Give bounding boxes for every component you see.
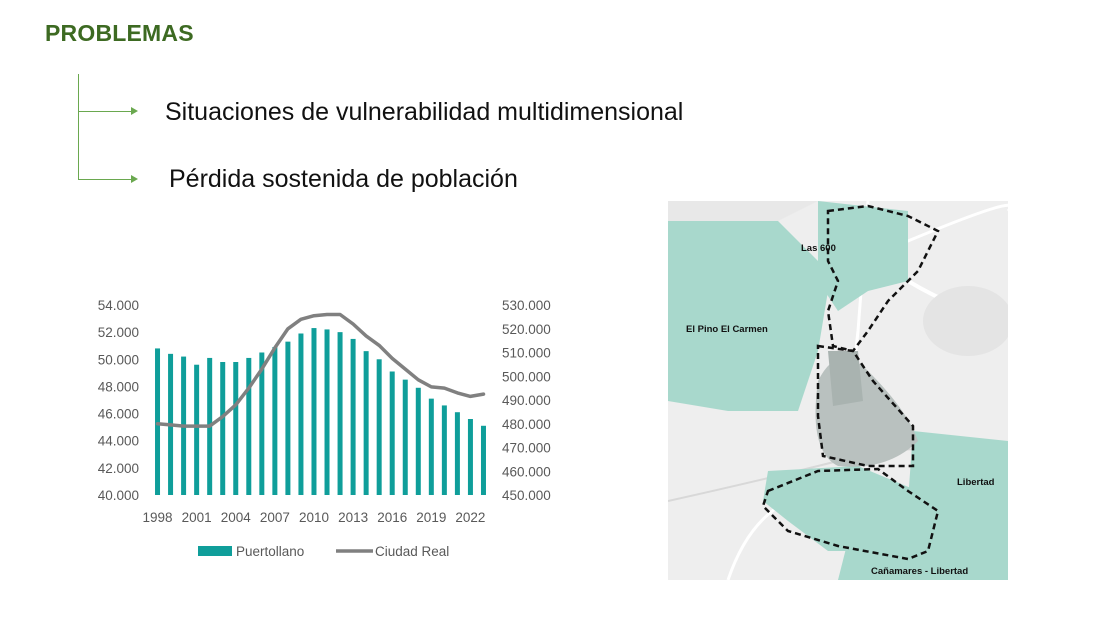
bar-puertollano [455,412,460,495]
bar-puertollano [468,419,473,495]
bar-puertollano [155,348,160,495]
y-left-tick-label: 52.000 [97,325,139,341]
x-tick-label: 2022 [455,510,486,525]
bar-puertollano [338,332,343,495]
y-right-tick-label: 510.000 [502,345,551,361]
x-tick-label: 2019 [416,510,447,525]
bar-puertollano [272,347,277,495]
y-right-tick-label: 470.000 [502,440,551,456]
x-tick-label: 2016 [377,510,408,525]
bar-puertollano [403,380,408,495]
x-tick-label: 1998 [142,510,173,525]
y-right-tick-label: 500.000 [502,369,551,385]
bar-puertollano [233,362,238,495]
bullet-population-loss: Pérdida sostenida de población [169,165,518,193]
y-right-tick-label: 530.000 [502,298,551,313]
y-left-tick-label: 40.000 [97,488,139,503]
y-left-tick-label: 42.000 [97,460,139,476]
y-left-tick-label: 50.000 [97,352,139,368]
y-left-tick-label: 44.000 [97,433,139,449]
bar-puertollano [285,342,290,495]
bar-puertollano [311,328,316,495]
x-tick-label: 2004 [220,510,251,525]
x-tick-label: 2010 [298,510,330,525]
map-label-canamares: Cañamares - Libertad [871,566,969,577]
bar-puertollano [246,358,251,495]
bar-puertollano [481,426,486,495]
legend-label-puertollano: Puertollano [236,544,305,559]
bar-puertollano [194,365,199,495]
bar-puertollano [442,405,447,495]
bar-puertollano [325,329,330,495]
x-tick-label: 2013 [338,510,369,525]
y-right-tick-label: 490.000 [502,393,551,408]
bar-puertollano [390,372,395,496]
map-label-el-pino: El Pino El Carmen [686,324,768,335]
legend-label-ciudad-real: Ciudad Real [375,544,450,559]
bar-puertollano [351,339,356,495]
y-right-tick-label: 480.000 [502,416,551,432]
bar-puertollano [416,388,421,495]
slide-title: PROBLEMAS [45,20,194,46]
y-left-tick-label: 54.000 [97,298,139,313]
x-tick-label: 2001 [181,510,212,525]
neighborhood-map [668,201,1008,580]
legend-swatch-puertollano [198,546,232,556]
x-tick-label: 2007 [259,510,290,525]
line-ciudad-real [158,315,484,427]
bar-puertollano [377,359,382,495]
bar-puertollano [429,399,434,495]
map-label-las600: Las 600 [801,243,836,254]
y-right-tick-label: 460.000 [502,464,551,480]
bar-puertollano [364,351,369,495]
bar-puertollano [220,362,225,495]
y-left-tick-label: 48.000 [97,379,139,395]
y-left-tick-label: 46.000 [97,406,139,422]
bar-puertollano [298,334,303,496]
y-right-tick-label: 450.000 [502,488,551,503]
y-right-tick-label: 520.000 [502,321,551,337]
map-label-libertad: Libertad [957,477,995,488]
bullet-vulnerability: Situaciones de vulnerabilidad multidimensional [165,98,684,126]
